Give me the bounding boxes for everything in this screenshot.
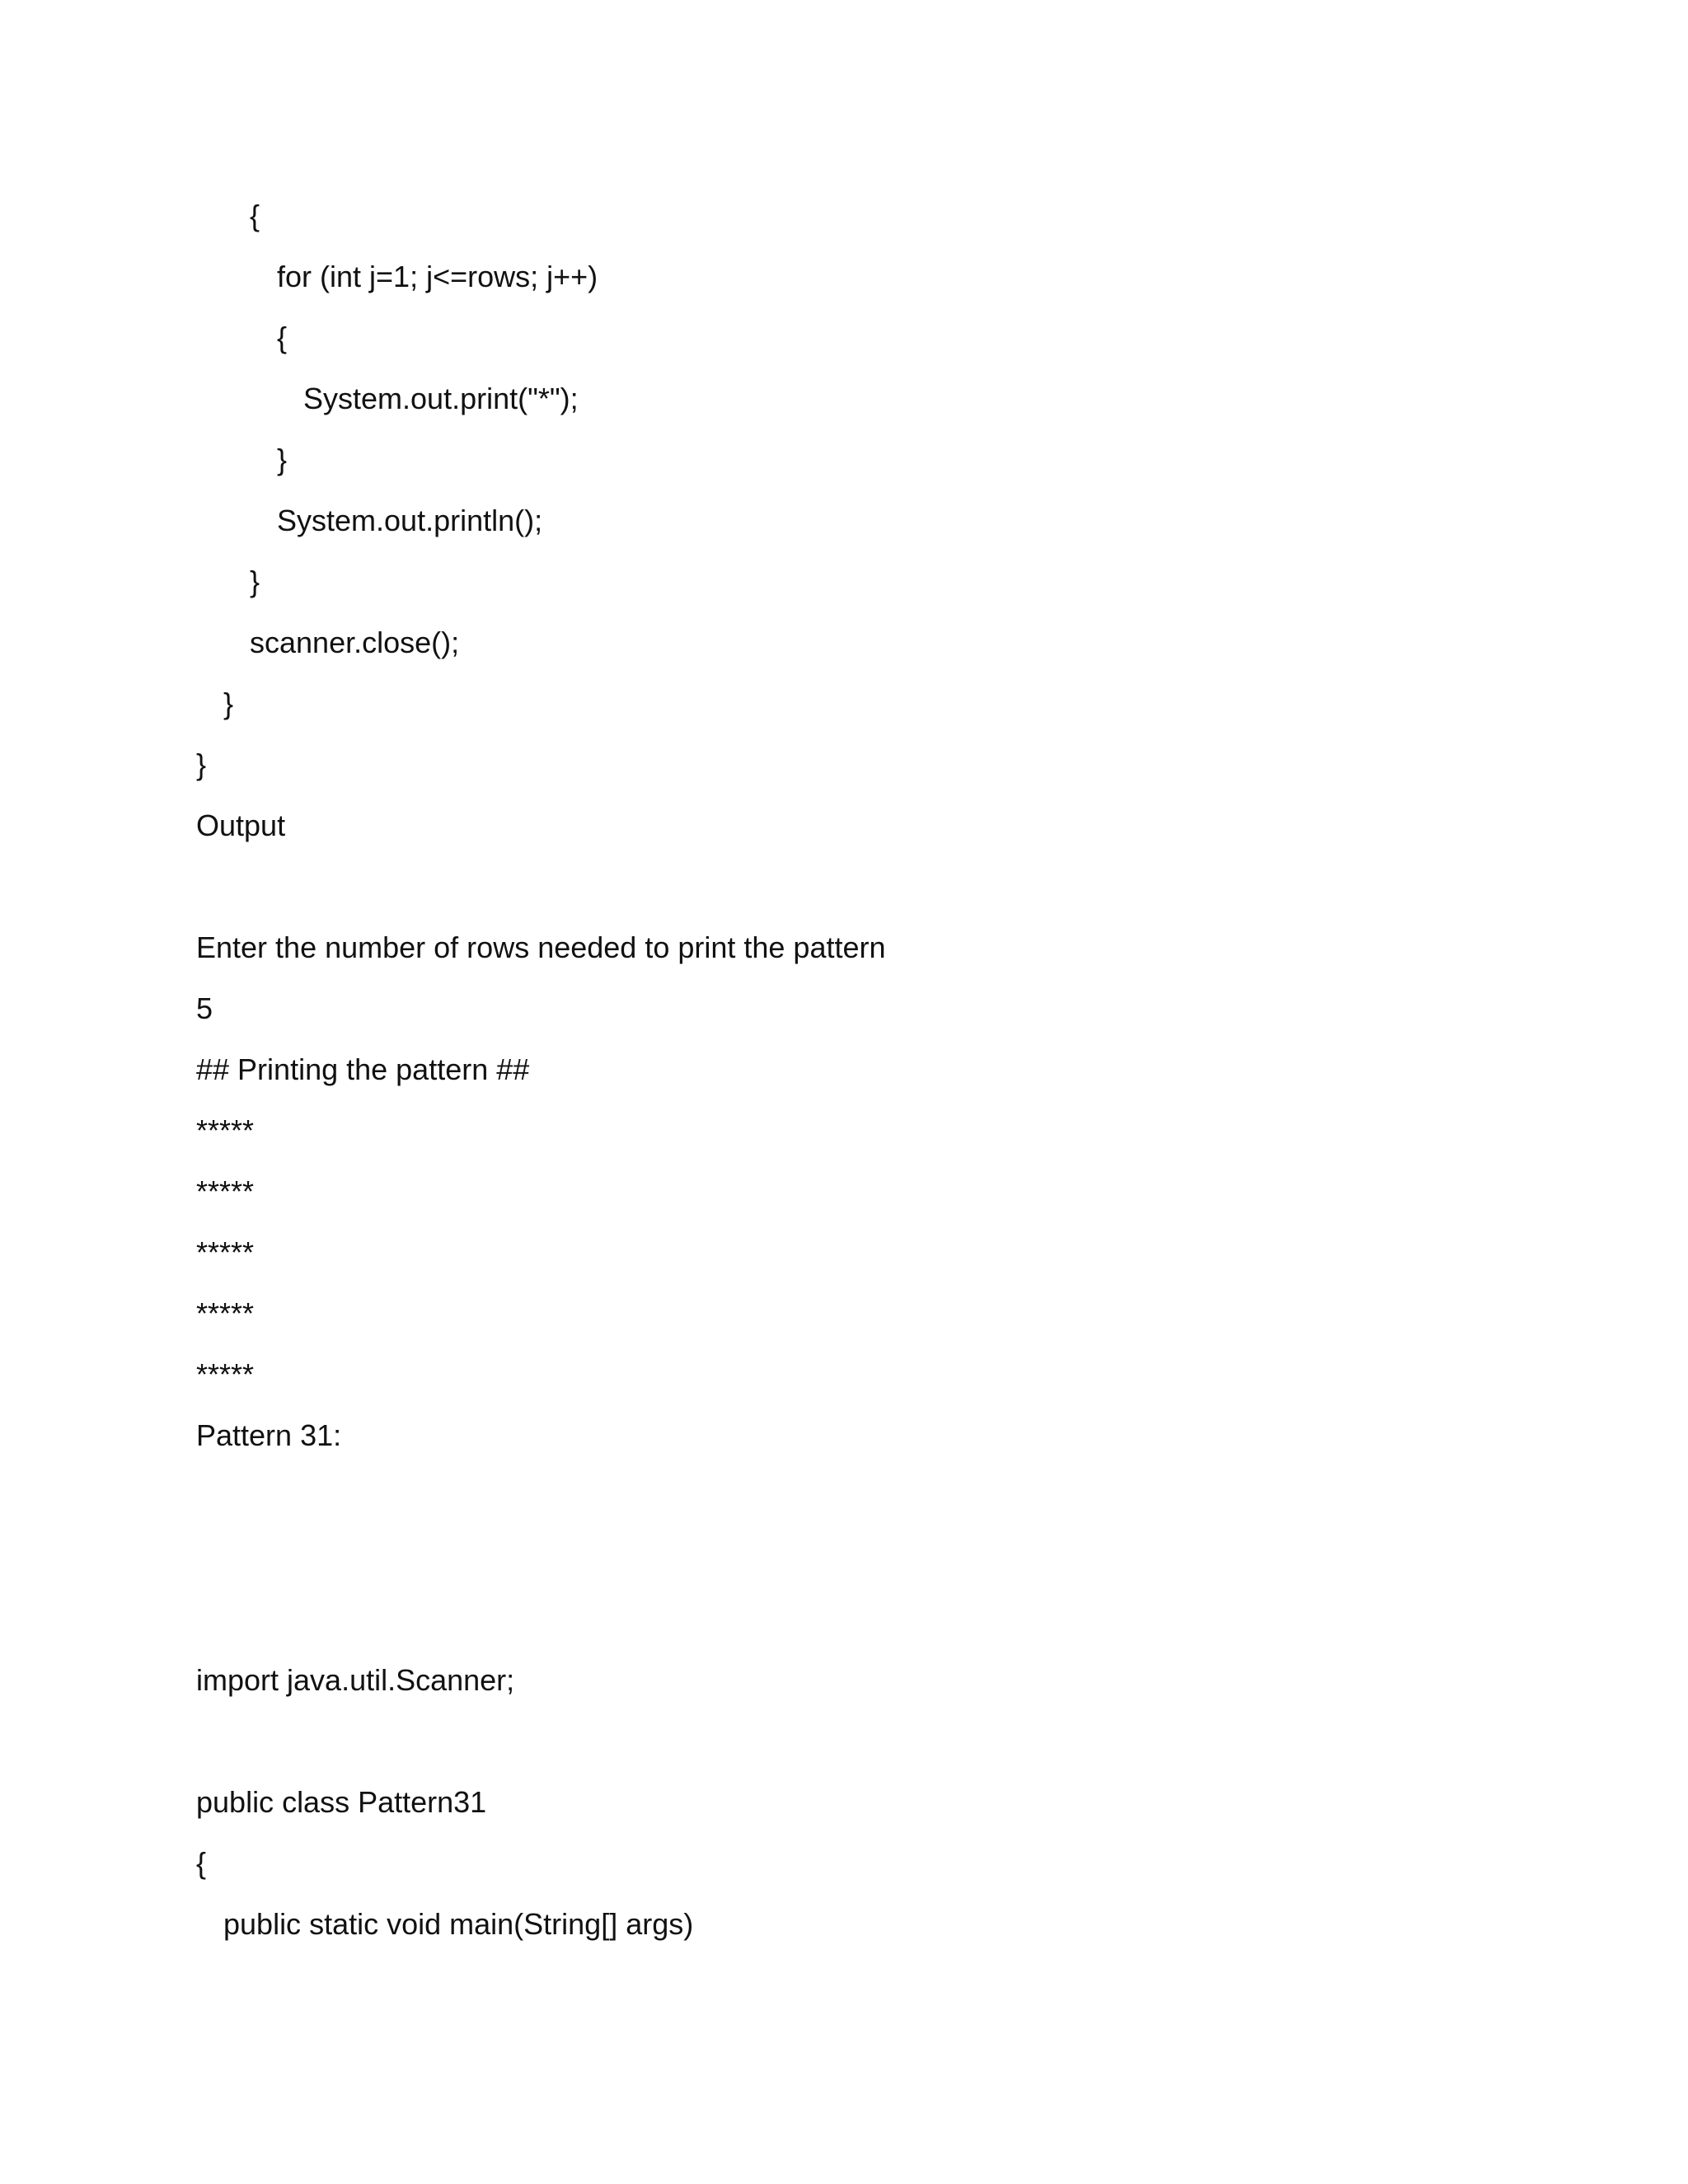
code-close-brace-main: } (223, 687, 234, 720)
output-input-value: 5 (196, 991, 213, 1025)
output-star-row: ***** (196, 1235, 255, 1269)
output-star-row: ***** (196, 1174, 255, 1208)
code-import-scanner: import java.util.Scanner; (196, 1663, 515, 1697)
output-star-row: ***** (196, 1296, 255, 1330)
output-heading: Output (196, 808, 286, 842)
pattern-title: Pattern 31: (196, 1418, 342, 1452)
code-open-brace-inner-loop: { (277, 321, 288, 354)
code-open-brace-class: { (196, 1846, 207, 1880)
code-print-star: System.out.print("*"); (303, 382, 579, 415)
code-close-brace-class: } (196, 748, 207, 781)
code-open-brace-outer-loop: { (250, 199, 260, 232)
output-prompt: Enter the number of rows needed to print the pattern (196, 930, 886, 964)
code-scanner-close: scanner.close(); (250, 626, 460, 659)
code-close-brace-outer-loop: } (250, 565, 260, 598)
output-pattern-header: ## Printing the pattern ## (196, 1052, 530, 1086)
output-star-row: ***** (196, 1357, 255, 1391)
code-class-declaration: public class Pattern31 (196, 1785, 487, 1819)
code-println: System.out.println(); (277, 504, 543, 537)
code-close-brace-inner-loop: } (277, 443, 288, 476)
code-inner-for-loop: for (int j=1; j<=rows; j++) (277, 260, 598, 293)
code-main-method: public static void main(String[] args) (223, 1907, 694, 1941)
output-star-row: ***** (196, 1113, 255, 1147)
